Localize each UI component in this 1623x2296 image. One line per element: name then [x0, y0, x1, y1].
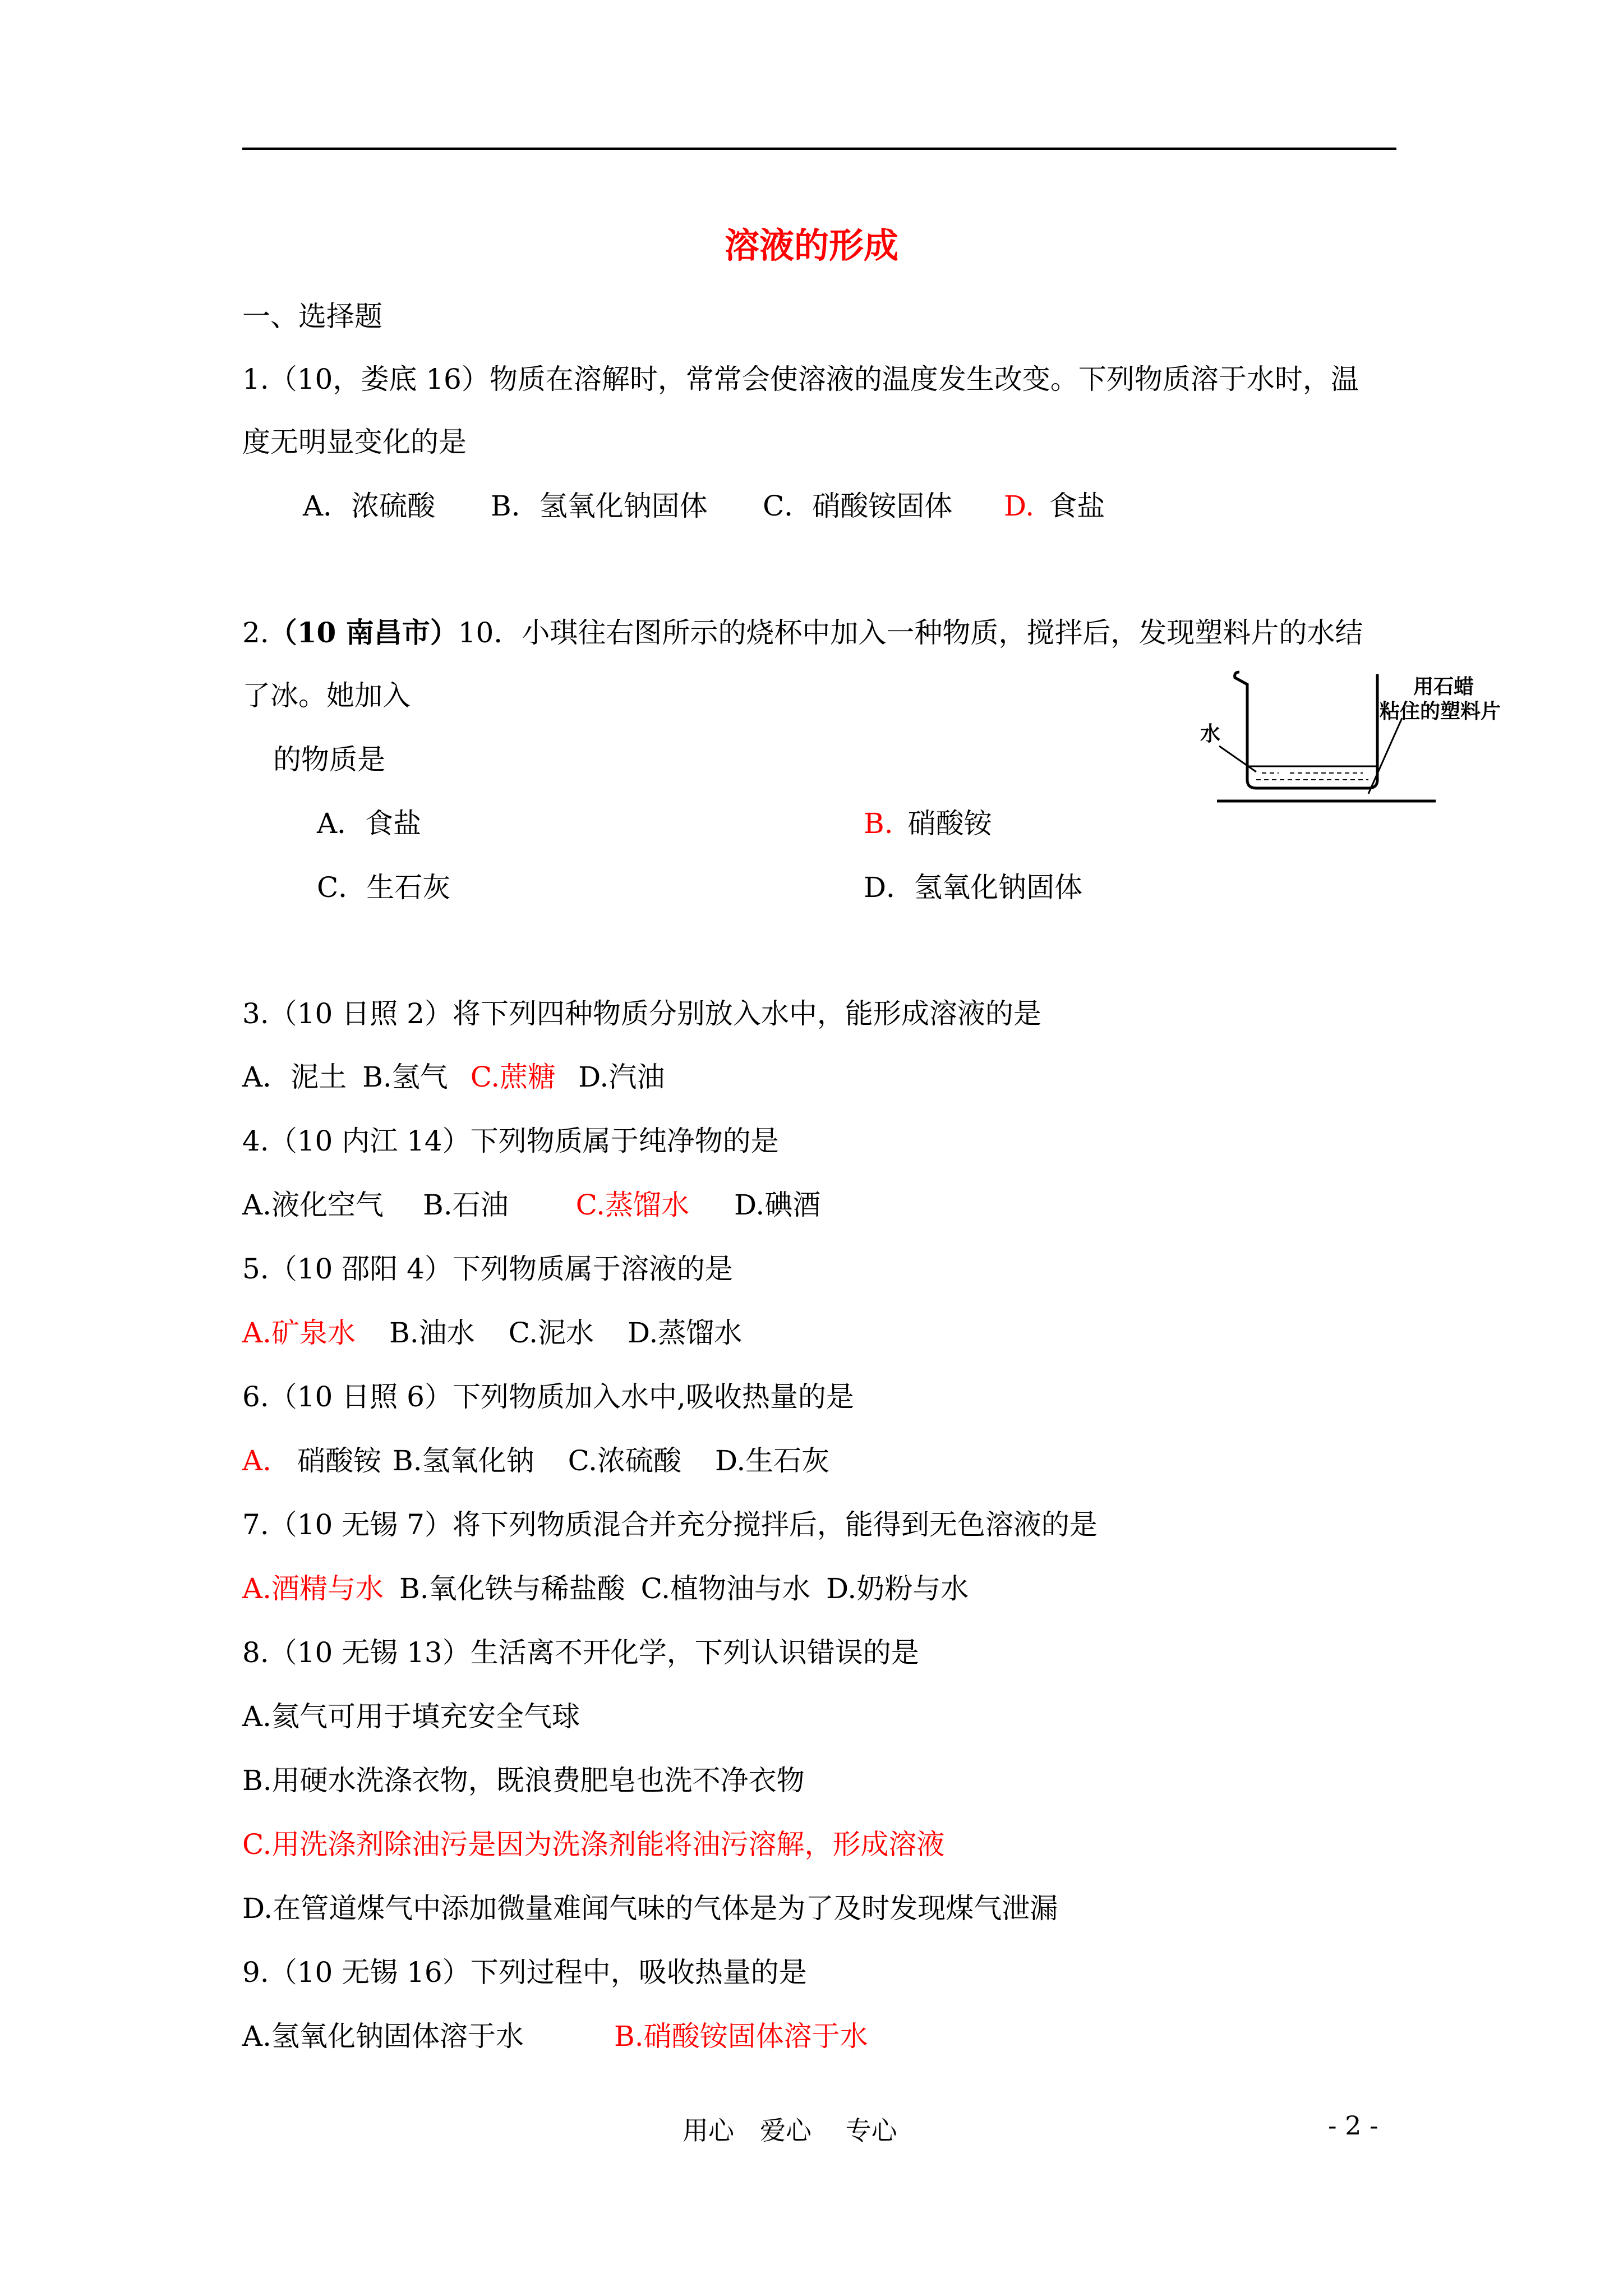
q7-option-a: A.酒精与水 [242, 1572, 384, 1605]
q2-number: 2. [242, 616, 269, 649]
section-heading: 一、选择题 [242, 300, 382, 333]
q9-option-b: B.硝酸铵固体溶于水 [614, 2020, 868, 2053]
q5-stem: 5.（10 邵阳 4）下列物质属于溶液的是 [242, 1253, 733, 1285]
q4-option-c: C.蒸馏水 [575, 1189, 690, 1221]
q2-source: （10 南昌市） [269, 616, 458, 649]
q8-option-d: D.在管道煤气中添加微量难闻气味的气体是为了及时发现煤气泄漏 [242, 1892, 1058, 1925]
q3-options [242, 1059, 665, 1095]
q6-stem: 6.（10 日照 6）下列物质加入水中,吸收热量的是 [242, 1381, 854, 1413]
label-plate-line1: 用石蜡 [1413, 675, 1474, 698]
q2-option-b [864, 806, 992, 841]
q1-option-d [1004, 488, 1105, 524]
q1-option-c: C．硝酸铵固体 [763, 490, 953, 522]
q6-option-a-text: 硝酸铵 [297, 1444, 382, 1477]
q2-stem-text: 10．小琪往右图所示的烧杯中加入一种物质，搅拌后，发现塑料片的水结 [458, 616, 1363, 649]
q8-option-c: C.用洗涤剂除油污是因为洗涤剂能将油污溶解，形成溶液 [242, 1828, 945, 1861]
q7-option-d: D.奶粉与水 [826, 1572, 969, 1605]
q2-option-a: A．食盐 [317, 807, 422, 840]
q9-option-a: A.氢氧化钠固体溶于水 [242, 2020, 524, 2053]
q5-option-d: D.蒸馏水 [628, 1317, 743, 1349]
header-rule [242, 148, 1396, 150]
page-number: - 2 - [1328, 2110, 1378, 2141]
q3-option-d: D.汽油 [578, 1061, 665, 1093]
q9-stem: 9.（10 无锡 16）下列过程中，吸收热量的是 [242, 1956, 807, 1989]
q4-option-a: A.液化空气 [242, 1189, 384, 1221]
plate-pointer [1368, 718, 1402, 794]
q6-answer-letter: A. [242, 1444, 272, 1477]
q3-option-b: B.氢气 [362, 1061, 448, 1093]
q8-option-b: B.用硬水洗涤衣物，既浪费肥皂也洗不净衣物 [242, 1764, 805, 1797]
q7-stem: 7.（10 无锡 7）将下列物质混合并充分搅拌后，能得到无色溶液的是 [242, 1508, 1098, 1541]
footer-slogan: 用心 爱心 专心 [683, 2115, 897, 2146]
q6-option-b: B.氢氧化钠 [393, 1444, 534, 1477]
beaker-outline [1235, 672, 1377, 788]
label-water: 水 [1200, 723, 1221, 746]
q2-option-b-text: 硝酸铵 [907, 807, 992, 840]
q4-option-d: D.碘酒 [734, 1189, 821, 1221]
q4-option-b: B.石油 [423, 1189, 509, 1221]
q1-option-b: B．氢氧化钠固体 [491, 490, 708, 522]
q7-option-c: C.植物油与水 [640, 1572, 811, 1605]
q6-option-d: D.生石灰 [715, 1444, 830, 1477]
beaker-figure [1200, 662, 1503, 813]
q1-stem-line1: 1.（10，娄底 16）物质在溶解时，常常会使溶液的温度发生改变。下列物质溶于水时，温 [242, 363, 1359, 395]
q4-options [242, 1187, 820, 1223]
q2-stem-line2: 了冰。她加入 [242, 679, 411, 712]
page-title: 溶液的形成 [724, 225, 898, 266]
q5-option-b: B.油水 [389, 1317, 475, 1349]
q4-stem: 4.（10 内江 14）下列物质属于纯净物的是 [242, 1125, 779, 1157]
q7-option-b: B.氧化铁与稀盐酸 [399, 1572, 625, 1605]
q5-option-c: C.泥水 [508, 1317, 594, 1349]
q2-answer-letter: B. [864, 807, 893, 840]
q2-option-c: C．生石灰 [317, 871, 451, 904]
q3-option-a: A．泥土 [242, 1061, 347, 1093]
q2-stem-line3: 的物质是 [273, 743, 385, 776]
q6-option-c: C.浓硫酸 [568, 1444, 682, 1477]
q8-stem: 8.（10 无锡 13）生活离不开化学，下列认识错误的是 [242, 1636, 919, 1669]
label-plate-line2: 粘住的塑料片 [1380, 700, 1501, 723]
q1-option-d-text: 食盐 [1049, 490, 1105, 522]
q1-stem-line2: 度无明显变化的是 [242, 426, 467, 458]
q3-option-c: C.蔗糖 [470, 1061, 556, 1093]
q1-answer-letter: D. [1004, 490, 1035, 522]
q5-options [242, 1315, 742, 1351]
q6-options [242, 1443, 829, 1479]
q2-stem-line1 [242, 615, 1363, 651]
q1-option-a: A．浓硫酸 [303, 490, 436, 522]
q3-stem: 3.（10 日照 2）将下列四种物质分别放入水中，能形成溶液的是 [242, 997, 1041, 1030]
q5-option-a: A.矿泉水 [242, 1317, 356, 1349]
q2-option-d: D．氢氧化钠固体 [864, 871, 1083, 904]
q8-option-a: A.氦气可用于填充安全气球 [242, 1700, 580, 1733]
water-pointer [1219, 746, 1256, 772]
q7-options [242, 1571, 969, 1607]
